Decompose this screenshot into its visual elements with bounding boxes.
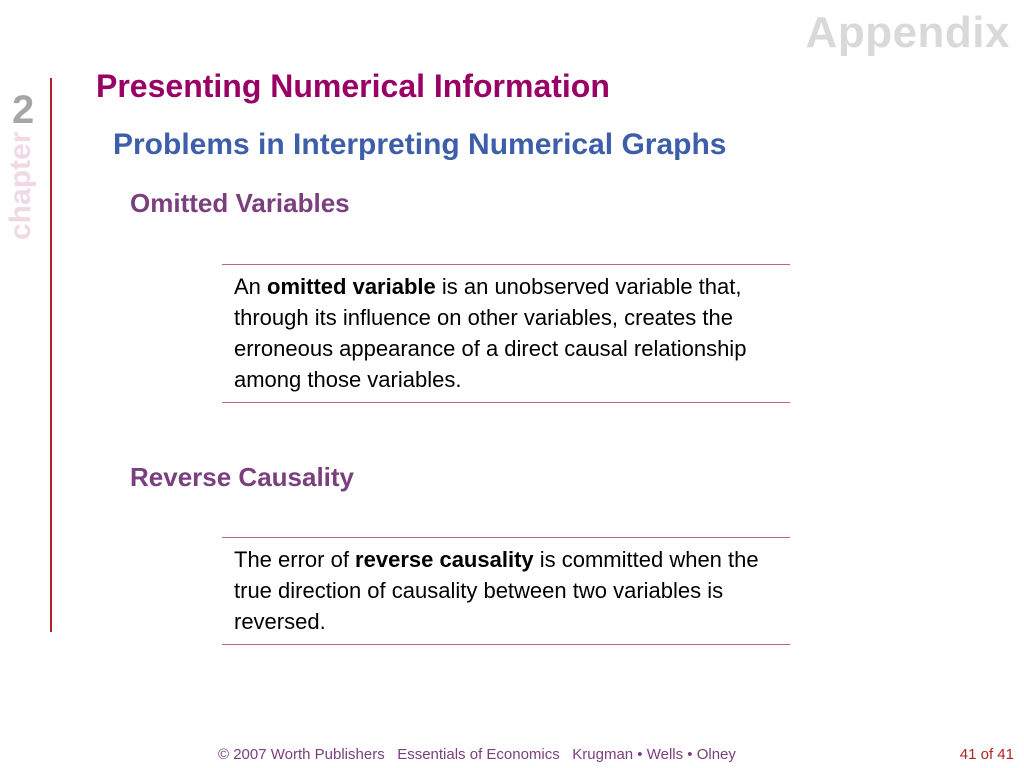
chapter-number: 2 <box>12 88 35 132</box>
slide-title: Presenting Numerical Information <box>96 68 610 104</box>
page-number: 41 of 41 <box>959 746 1014 763</box>
definition-suffix: is committed when the true direction of causality between two variables is reversed. <box>234 547 759 634</box>
section-heading-omitted-variables: Omitted Variables <box>130 188 350 218</box>
definition-box-omitted-variable <box>222 264 790 403</box>
definition-prefix: An <box>234 274 268 299</box>
footer-copyright: © 2007 Worth Publishers Essentials of Economics Krugman • Wells • Olney <box>218 746 736 763</box>
definition-prefix: The error of <box>234 547 356 572</box>
chapter-word: chapter <box>4 131 37 240</box>
definition-suffix: is an unobserved variable that, through its influence on other variables, creates the erroneous appearance of a direct causal relationship among those variables. <box>234 274 747 392</box>
definition-term: omitted variable <box>267 274 436 299</box>
definition-box-reverse-causality <box>222 537 790 645</box>
section-heading-reverse-causality: Reverse Causality <box>130 462 355 492</box>
definition-term: reverse causality <box>355 547 534 572</box>
chapter-rule <box>50 78 52 632</box>
appendix-label: Appendix <box>805 8 1010 57</box>
slide-subtitle: Problems in Interpreting Numerical Graphs <box>113 128 727 161</box>
